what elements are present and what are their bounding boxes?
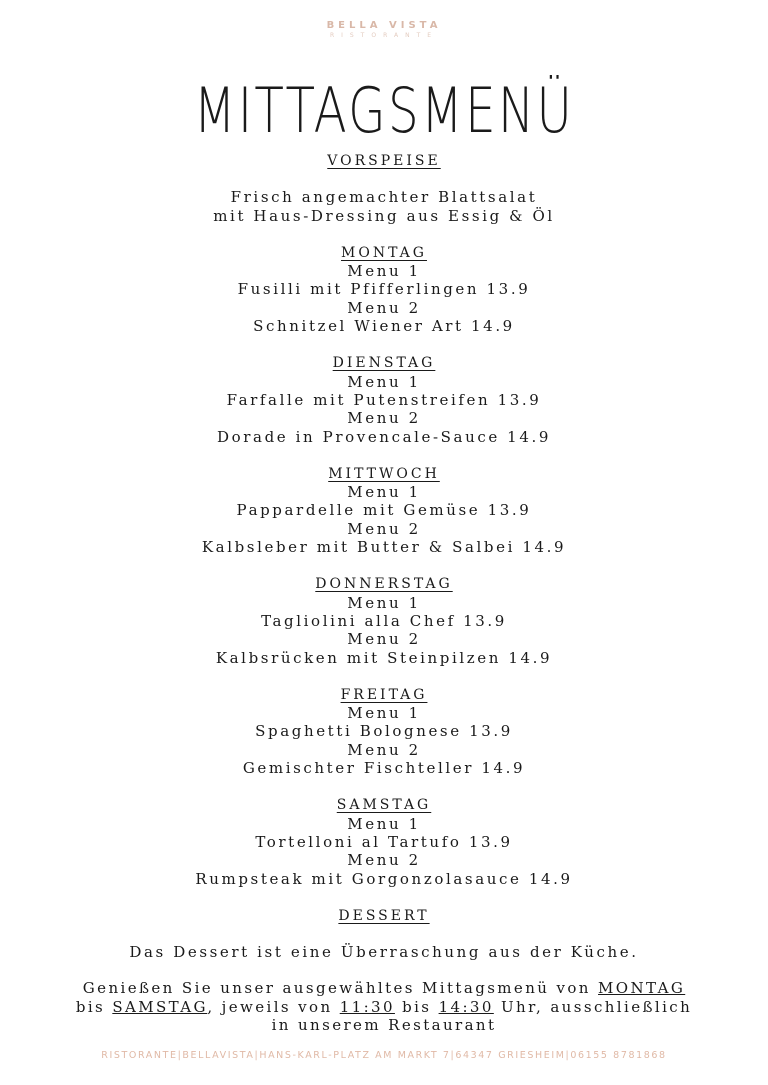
logo-name: BELLA VISTA: [326, 20, 442, 31]
menu-dish: Pappardelle mit Gemüse 13.9: [236, 501, 532, 520]
menu-label: Menu 1: [347, 262, 421, 281]
note-end-time: 14:30: [438, 997, 494, 1016]
day-heading: MITTWOCH: [328, 465, 440, 482]
note-to-day: SAMSTAG: [112, 997, 208, 1016]
footer-contact: RISTORANTE|BELLAVISTA|HANS-KARL-PLATZ AM MARKT 7|64347 GRIESHEIM|06155 8781868: [101, 1050, 667, 1061]
day-section-saturday: [0, 796, 768, 887]
menu-label: Menu 2: [347, 740, 421, 759]
menu-label: Menu 2: [347, 519, 421, 538]
menu-label: Menu 2: [347, 409, 421, 428]
menu-dish: Gemischter Fischteller 14.9: [242, 759, 526, 778]
note-text: in unserem Restaurant: [271, 1016, 497, 1035]
note-text: bis: [75, 997, 113, 1016]
menu-dish: Farfalle mit Putenstreifen 13.9: [226, 390, 542, 409]
menu-content: [0, 152, 768, 961]
menu-label: Menu 1: [347, 372, 421, 391]
menu-dish: Tagliolini alla Chef 13.9: [261, 611, 507, 630]
menu-label: Menu 1: [347, 814, 421, 833]
day-heading: DIENSTAG: [332, 355, 436, 372]
day-section-friday: [0, 686, 768, 777]
day-heading: SAMSTAG: [336, 797, 432, 814]
starter-heading: VORSPEISE: [327, 153, 441, 169]
menu-dish: Rumpsteak mit Gorgonzolasauce 14.9: [195, 869, 573, 888]
restaurant-logo: [0, 20, 768, 40]
menu-dish: Fusilli mit Pfifferlingen 13.9: [237, 280, 531, 299]
day-heading: DONNERSTAG: [315, 576, 453, 593]
day-section-tuesday: [0, 354, 768, 445]
dessert-heading: DESSERT: [338, 907, 430, 924]
note-from-day: MONTAG: [598, 979, 686, 997]
menu-dish: Dorade in Provencale-Sauce 14.9: [217, 427, 551, 446]
logo-subtitle: RISTORANTE: [329, 32, 439, 39]
page-title: MITTAGSMENÜ: [193, 74, 575, 147]
day-heading: MONTAG: [341, 244, 427, 261]
day-heading: FREITAG: [340, 686, 428, 703]
day-section-monday: [0, 244, 768, 335]
menu-dish: Kalbsrücken mit Steinpilzen 14.9: [215, 648, 553, 667]
menu-dish: Spaghetti Bolognese 13.9: [255, 722, 513, 741]
menu-label: Menu 2: [347, 851, 421, 870]
note-text: Uhr, ausschließlich: [493, 997, 693, 1016]
menu-label: Menu 1: [347, 593, 421, 612]
note-text: Genießen Sie unser ausgewähltes Mittagsmenü von: [82, 979, 599, 997]
day-section-thursday: [0, 575, 768, 666]
dessert-text: Das Dessert ist eine Überraschung aus der Küche.: [129, 943, 639, 962]
availability-note: [0, 979, 768, 1035]
note-text: , jeweils von: [207, 997, 340, 1016]
menu-label: Menu 2: [347, 298, 421, 317]
note-start-time: 11:30: [339, 997, 395, 1016]
menu-label: Menu 1: [347, 704, 421, 723]
menu-label: Menu 1: [347, 483, 421, 502]
menu-dish: Kalbsleber mit Butter & Salbei 14.9: [201, 538, 567, 557]
starter-line: mit Haus-Dressing aus Essig & Öl: [213, 206, 555, 225]
menu-dish: Tortelloni al Tartufo 13.9: [255, 832, 513, 851]
menu-label: Menu 2: [347, 630, 421, 649]
menu-dish: Schnitzel Wiener Art 14.9: [253, 317, 515, 336]
day-section-wednesday: [0, 465, 768, 556]
starter-line: Frisch angemachter Blattsalat: [230, 188, 538, 207]
note-text: bis: [394, 997, 439, 1016]
